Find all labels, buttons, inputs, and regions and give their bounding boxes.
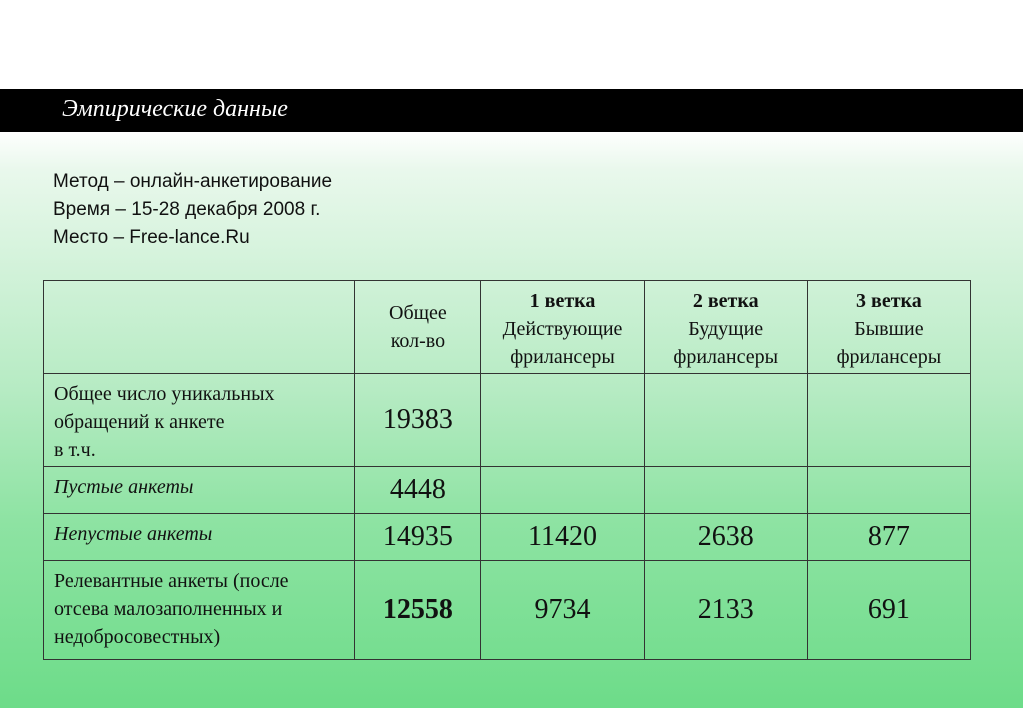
header-total-line1: Общее xyxy=(389,302,447,324)
header-branch-1-title: 1 ветка xyxy=(529,290,596,312)
row-label-line: недобросовестных) xyxy=(54,626,221,648)
cell-branch-2 xyxy=(644,467,807,514)
header-total xyxy=(355,281,481,374)
header-branch-2-line2: фрилансеры xyxy=(673,346,779,368)
header-branch-2-line1: Будущие xyxy=(688,318,764,340)
cell-branch-3: 691 xyxy=(807,561,970,660)
row-label-line: обращений к анкете xyxy=(54,411,225,433)
cell-total: 12558 xyxy=(355,561,481,660)
cell-branch-1: 11420 xyxy=(481,514,644,561)
header-branch-3-line1: Бывшие xyxy=(854,318,924,340)
data-table xyxy=(43,280,971,660)
row-label-relevant-forms xyxy=(44,561,355,660)
header-branch-1 xyxy=(481,281,644,374)
cell-total: 14935 xyxy=(355,514,481,561)
header-branch-2 xyxy=(644,281,807,374)
header-branch-3-line2: фрилансеры xyxy=(836,346,942,368)
place-text: Место – Free-lance.Ru xyxy=(53,227,250,248)
header-branch-3 xyxy=(807,281,970,374)
row-label-line: отсева малозаполненных и xyxy=(54,598,283,620)
header-total-line2: кол-во xyxy=(390,330,446,352)
row-label-line: Общее число уникальных xyxy=(54,383,275,405)
table-row xyxy=(44,374,971,467)
cell-branch-3 xyxy=(807,374,970,467)
cell-branch-1 xyxy=(481,374,644,467)
header-branch-3-title: 3 ветка xyxy=(856,290,922,312)
cell-total: 4448 xyxy=(355,467,481,514)
table-row xyxy=(44,514,971,561)
cell-branch-3 xyxy=(807,467,970,514)
title-bar xyxy=(0,89,1023,132)
table-header-row xyxy=(44,281,971,374)
table-row xyxy=(44,467,971,514)
cell-branch-3: 877 xyxy=(807,514,970,561)
cell-branch-1 xyxy=(481,467,644,514)
row-label-line: Релевантные анкеты (после xyxy=(54,570,289,592)
cell-branch-2: 2133 xyxy=(644,561,807,660)
cell-branch-1: 9734 xyxy=(481,561,644,660)
header-branch-1-line1: Действующие xyxy=(502,318,623,340)
page-title: Эмпирические данные xyxy=(62,96,288,122)
row-label-line: в т.ч. xyxy=(54,439,96,461)
cell-branch-2 xyxy=(644,374,807,467)
table-row xyxy=(44,561,971,660)
cell-total: 19383 xyxy=(355,374,481,467)
header-empty-cell xyxy=(44,281,355,374)
cell-branch-2: 2638 xyxy=(644,514,807,561)
row-label-unique-visits xyxy=(44,374,355,467)
row-label-nonempty-forms: Непустые анкеты xyxy=(44,514,355,561)
time-text: Время – 15-28 декабря 2008 г. xyxy=(53,199,321,220)
header-branch-1-line2: фрилансеры xyxy=(510,346,615,368)
header-branch-2-title: 2 ветка xyxy=(692,290,759,312)
survey-info xyxy=(53,168,332,252)
row-label-empty-forms: Пустые анкеты xyxy=(44,467,355,514)
method-text: Метод – онлайн-анкетирование xyxy=(53,171,333,192)
